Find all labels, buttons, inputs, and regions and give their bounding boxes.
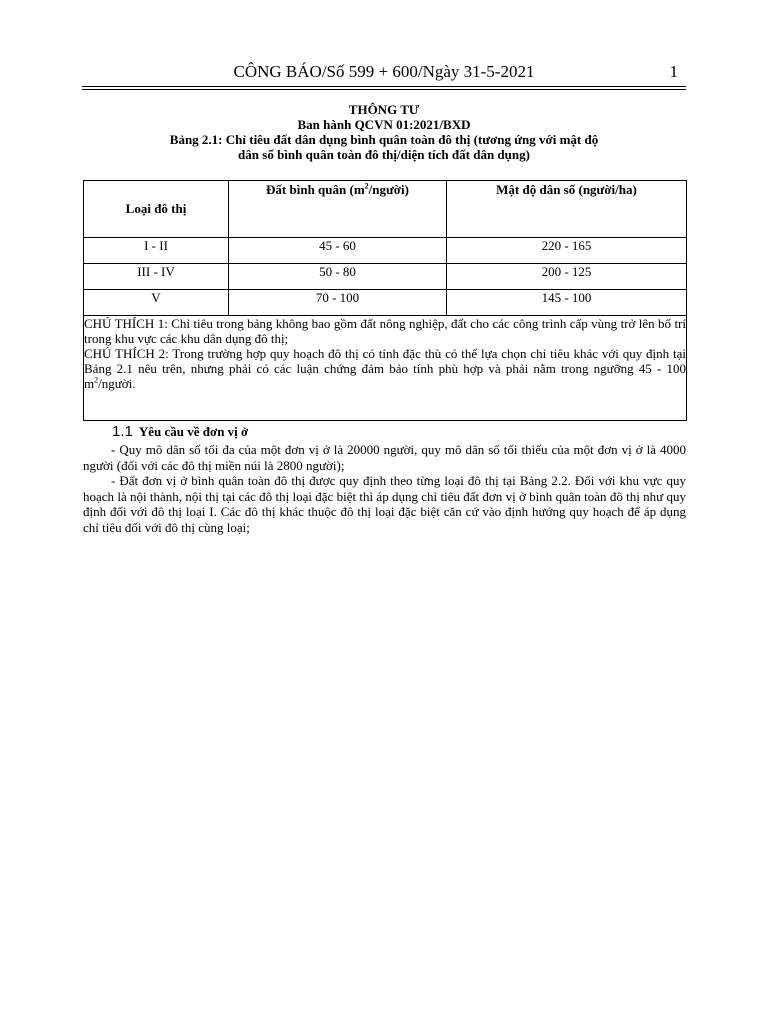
table-caption-line1: Bảng 2.1: Chỉ tiêu đất dân dụng bình quân toàn đô thị (tương ứng với mật độ [169,132,599,147]
cell-density: 200 - 125 [447,264,687,290]
table-row [84,238,687,264]
note-1: CHÚ THÍCH 1: Chỉ tiêu trong bảng không bao gồm đất nông nghiệp, đất cho các công trình cấp vùng trở lên bố trí trong khu vực các khu dân dụng đô thị; [84,316,686,346]
section-heading [112,423,248,440]
cell-avg-land: 45 - 60 [229,238,447,264]
page-header [82,62,686,84]
paragraph: - Đất đơn vị ở bình quân toàn đô thị được quy định theo từng loại đô thị tại Bảng 2.2. Đối với khu vực quy hoạch là nội thành, nội thị tại các đô thị loại đặc biệt thì áp dụng chỉ tiêu đất đơn vị ở bình quân toàn đô thị như quy định đối với đô thị loại I. Các đô thị khác thuộc đô thị loại đặc biệt căn cứ vào định hướng quy hoạch để áp dụng chỉ tiêu đối với đô thị cùng loại; [83,473,686,535]
cell-avg-land: 70 - 100 [229,290,447,316]
header-avg-land: Đất bình quân $(m^2/người)$ [229,181,447,238]
header-rule-thin [82,89,686,90]
cell-urban-type: V [84,290,229,316]
table-notes [84,316,687,421]
section-title: Yêu cầu về đơn vị ở [138,424,249,439]
cell-avg-land: 50 - 80 [229,264,447,290]
cell-density: 220 - 165 [447,238,687,264]
header-rule-thick [82,86,686,87]
header-urban-type: Loại đô thị [84,181,229,238]
note-2: CHÚ THÍCH 2: Trong trường hợp quy hoạch đô thị có tính đặc thù có thể lựa chọn chỉ tiêu khác với quy định tại Bảng 2.1 nêu trên, nhưng phải có các luận chứng đảm bảo tính phù hợp và phải nằm trong ngưỡng 45 - 100 $m^2$/người. [84,346,686,391]
body-text [83,442,686,535]
table-notes-row [84,316,687,421]
document-titles [82,102,686,162]
table-row [84,264,687,290]
page-number: 1 [669,62,678,81]
title-regulation: Ban hành QCVN 01:2021/BXD [297,117,471,132]
title-circular: THÔNG TƯ [348,102,420,117]
paragraph: - Quy mô dân số tối đa của một đơn vị ở là 20000 người, quy mô dân số tối thiểu của một đơn vị ở là 4000 người (đối với các đô thị miền núi là 2800 người); [83,442,686,473]
table-caption-line2: dân số bình quân toàn đô thị/diện tích đất dân dụng) [238,147,530,162]
gazette-header-title: CÔNG BÁO/Số 599 + 600/Ngày 31-5-2021 [233,62,535,81]
header-population-density: Mật độ dân số (người/ha) [447,181,687,238]
cell-density: 145 - 100 [447,290,687,316]
land-norm-table [83,180,687,421]
section-number: 1.1 [112,423,133,440]
cell-urban-type: III - IV [84,264,229,290]
cell-urban-type: I - II [84,238,229,264]
table-header-row [84,181,687,238]
table-row [84,290,687,316]
